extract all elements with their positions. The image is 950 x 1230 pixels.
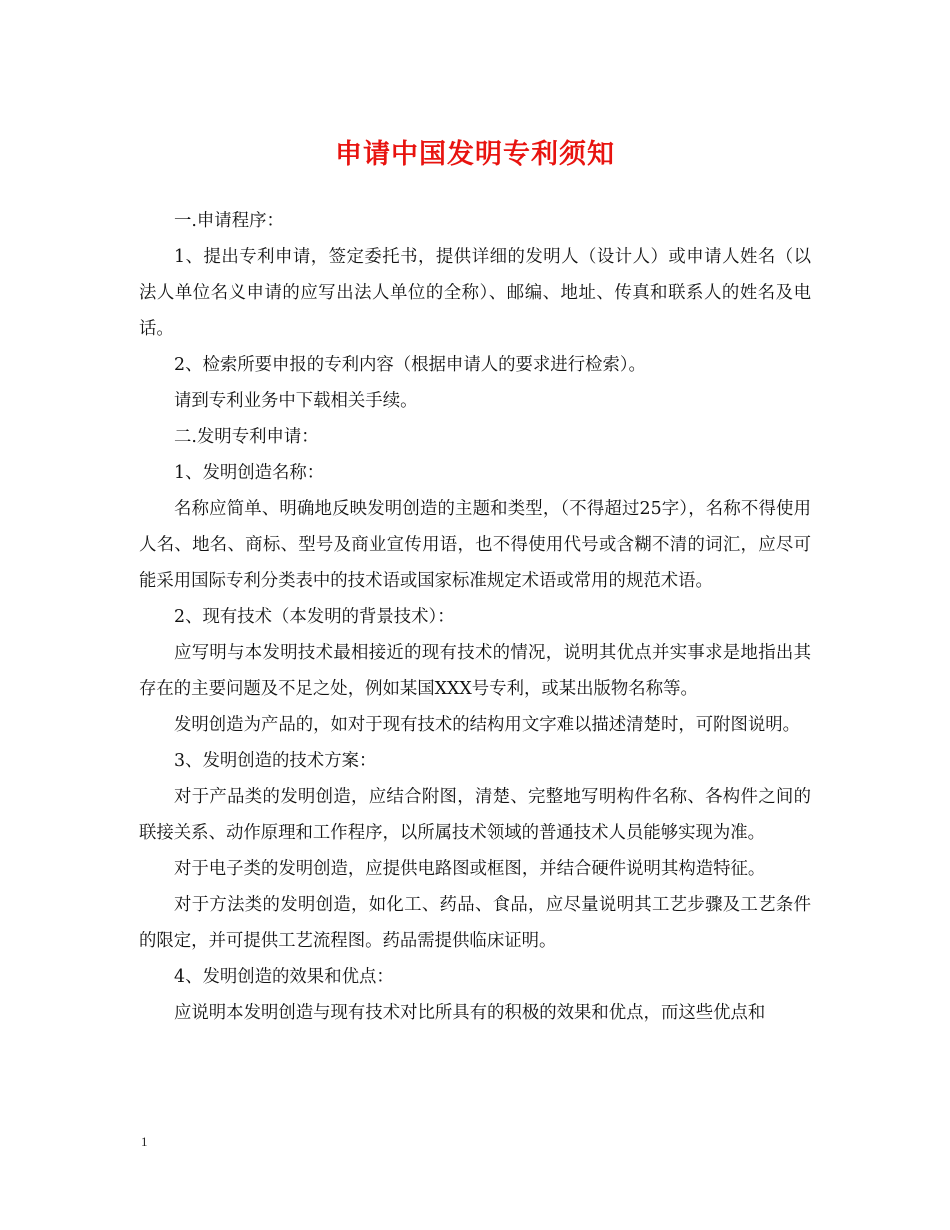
paragraph: 3、发明创造的技术方案：	[174, 751, 377, 771]
paragraph: 2、现有技术（本发明的背景技术）：	[174, 607, 455, 627]
paragraph: 1、发明创造名称：	[174, 463, 325, 483]
paragraph: 对于产品类的发明创造，应结合附图，清楚、完整地写明构件名称、各构件之间的联接关系、动作原理和工作程序，以所属技术领域的普通技术人员能够实现为准。	[139, 787, 811, 843]
paragraph: 应说明本发明创造与现有技术对比所具有的积极的效果和优点，而这些优点和	[174, 1003, 766, 1023]
paragraph: 4、发明创造的效果和优点：	[174, 967, 394, 987]
paragraph: 二.发明专利申请：	[174, 427, 319, 447]
paragraph: 名称应简单、明确地反映发明创造的主题和类型，（不得超过25字），名称不得使用人名、地名、商标、型号及商业宣传用语，也不得使用代号或含糊不清的词汇，应尽可能采用国际专利分类表中的技术语或国家标准规定术语或常用的规范术语。	[139, 499, 811, 591]
page-number: 1	[141, 1134, 148, 1149]
document-body	[139, 203, 811, 1031]
paragraph: 对于电子类的发明创造，应提供电路图或框图，并结合硬件说明其构造特征。	[174, 859, 766, 879]
paragraph: 对于方法类的发明创造，如化工、药品、食品，应尽量说明其工艺步骤及工艺条件的限定，并可提供工艺流程图。药品需提供临床证明。	[139, 895, 811, 951]
paragraph: 一.申请程序：	[174, 211, 284, 231]
paragraph: 2、检索所要申报的专利内容（根据申请人的要求进行检索）。	[174, 355, 646, 375]
paragraph: 1、提出专利申请，签定委托书，提供详细的发明人（设计人）或申请人姓名（以法人单位名义申请的应写出法人单位的全称）、邮编、地址、传真和联系人的姓名及电话。	[139, 247, 811, 339]
paragraph: 应写明与本发明技术最相接近的现有技术的情况，说明其优点并实事求是地指出其存在的主要问题及不足之处，例如某国XXX号专利，或某出版物名称等。	[139, 643, 811, 699]
paragraph: 请到专利业务中下载相关手续。	[174, 391, 418, 411]
paragraph: 发明创造为产品的，如对于现有技术的结构用文字难以描述清楚时，可附图说明。	[174, 715, 801, 735]
document-title: 申请中国发明专利须知	[335, 139, 615, 170]
